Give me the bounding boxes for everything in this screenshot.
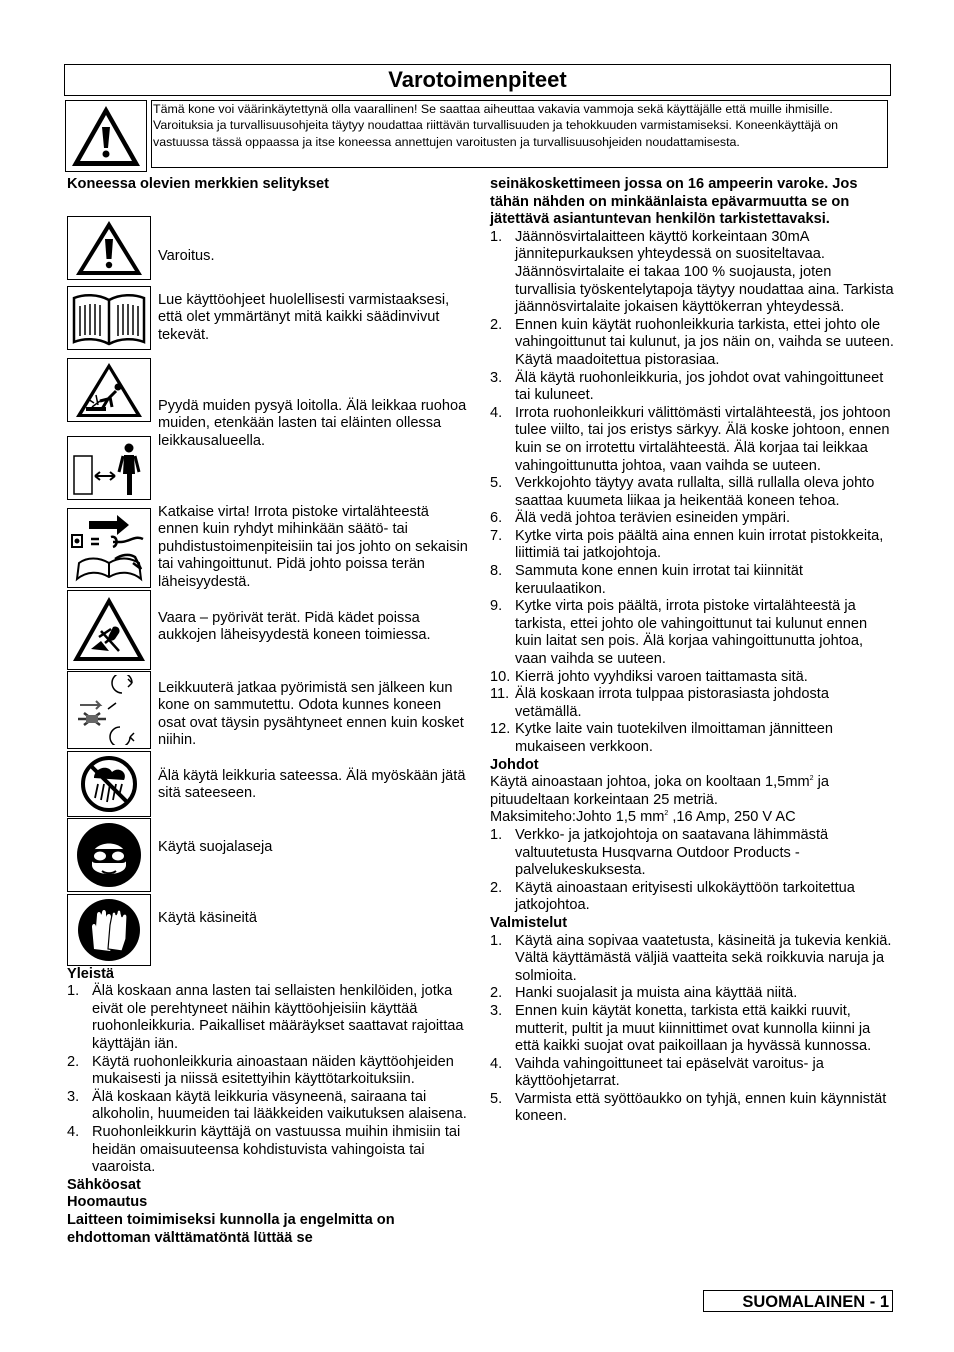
warning-triangle-icon	[74, 219, 144, 277]
safety-goggles-icon	[74, 821, 144, 889]
no-rain-icon	[78, 754, 140, 814]
cords-heading: Johdot	[490, 756, 539, 773]
general-list	[67, 983, 472, 1177]
warning-triangle-icon	[69, 103, 143, 169]
list-item: 2. Käytä ainoastaan erityisesti ulkokäyttöön tarkoitettua jatkojohtoa.	[490, 879, 855, 914]
list-item: 2. Hanki suojalasit ja muista aina käyttää niitä.	[490, 985, 798, 1002]
note-text-left: Laitteen toimimiseksi kunnolla ja engelmitta on ehdottoman välttämatöntä lüttää se	[67, 1211, 395, 1246]
list-item: 11. Älä koskaan irrota tulppaa pistorasiasta johdosta vetämällä.	[490, 686, 829, 720]
page-footer: SUOMALAINEN - 1	[703, 1290, 893, 1312]
electrical-heading: Sähköosat	[67, 1176, 141, 1193]
list-item: 9. Kytke virta pois päältä, irrota pistoke virtalähteestä ja tarkista, ettei johto ole vahingoittunut tai kulunut ennen kuin laitat sen pois. Älä korjaa vahingoittunutta johtoa, vaan vaihda se uuteen.	[490, 598, 868, 668]
symbol-gloves	[67, 894, 151, 966]
right-column	[490, 176, 895, 1126]
symbol-blade-coasting	[67, 671, 151, 749]
list-item: 1. Älä koskaan anna lasten tai sellaisten henkilöiden, jotka eivät ole perehtyneet näihin käyttöohjeisiin käyttää ruohonleikkuria. Paikalliset määräykset saattavat rajoittaa käyttäjän iän.	[67, 983, 464, 1052]
symbol-thrown-objects	[67, 358, 151, 422]
list-item: 5. Verkkojohto täytyy avata rullalta, sillä rullalla oleva johto saattaa kuumeta liikaa ja heikentää koneen tehoa.	[490, 475, 875, 509]
manual-book-icon	[70, 290, 148, 346]
list-item: 1. Jäännösvirtalaitteen käyttö korkeintaan 30mA jännitepurkauksen yhteydessä on suositeltavaa. Jäännösvirtalaite ei takaa 100 % suojausta, joten turvallisia työskentelytapoja täytyy noudattaa aina. Tarkista jäännösvirtalaite jokaisen käyttökerran yhteydessä.	[490, 228, 894, 316]
symbol-safety-goggles-text: Käytä suojalaseja	[158, 838, 273, 855]
thrown-objects-icon	[74, 361, 144, 419]
list-item: 1. Verkko- ja jatkojohtoja on saatavana lähimmästä valtuutetusta Husqvarna Outdoor Products -palvelukeskuksesta.	[490, 826, 829, 879]
prep-list	[490, 933, 895, 1127]
gloves-icon	[74, 897, 144, 963]
cords-list	[490, 827, 895, 915]
symbol-disconnect-power-text: Katkaise virta! Irrota pistoke virtalähteestä ennen kuin ryhdyt mihinkään säätö- tai puhdistustoimenpiteisiin tai jos johto on sekaisin tai vahingoittunut. Pidä johto poissa terän läheisyydestä.	[158, 503, 468, 590]
left-column	[67, 176, 472, 1247]
list-item: 2. Käytä ruohonleikkuria ainoastaan näiden käyttöohjeiden mukaisesti ja niissä esitettyihin käyttötarkoituksiin.	[67, 1053, 454, 1088]
rotating-blades-icon	[71, 595, 147, 665]
list-item: 1. Käytä aina sopivaa vaatetusta, käsineitä ja tukevia kenkiä. Vältä käyttämästä väljiä vaatteita sekä roikkuvia naruja ja solmioita.	[490, 932, 892, 984]
note-heading: Hoomautus	[67, 1194, 148, 1211]
symbol-keep-distance-text: Pyydä muiden pysyä loitolla. Älä leikkaa ruohoa muiden, etenkään lasten tai eläinten ollessa leikkausalueella.	[158, 397, 467, 449]
symbol-safety-goggles	[67, 818, 151, 892]
symbol-no-rain-text: Älä käytä leikkuria sateessa. Älä myöskään jätä sitä sateeseen.	[158, 767, 466, 802]
symbol-warning	[67, 216, 151, 280]
symbol-rotating-blades	[67, 590, 151, 670]
list-item: 3. Älä koskaan käytä leikkuria väsyneenä, sairaana tai alkoholin, huumeiden tai lääkkeiden vaikutuksen alaisena.	[67, 1088, 467, 1123]
warning-banner-text: Tämä kone voi väärinkäytettynä olla vaarallinen! Se saattaa aiheuttaa vakavia vammoja sekä käyttäjälle että muille ihmisille. Varoituksia ja turvallisuusohjeita täytyy noudattaa riittävän turvallisuuden ja tehokkuuden varmistamiseksi. Koneenkäyttäjä on vastuussa tässä oppaassa ja itse koneessa annettujen varoitusten ja turvallisuusohjeiden noudattamisesta.	[151, 100, 888, 168]
list-item: 4. Irrota ruohonleikkuri välittömästi virtalähteestä, jos johtoon tulee viilto, tai jos eristys särkyy. Älä koske johtoon, ennen kuin se on irrotettu virtalähteestä. Älä korjaa tai leikkaa vahingoittunutta johtoa, vaan vaihda se uuteen.	[490, 404, 891, 474]
electrical-list	[490, 229, 895, 757]
list-item: 8. Sammuta kone ennen kuin irrotat tai kiinnität keruulaatikon.	[490, 563, 803, 597]
symbol-no-rain	[67, 751, 151, 817]
symbol-blade-coasting-text: Leikkuuterä jatkaa pyörimistä sen jälkeen kun kone on sammutettu. Odota kunnes koneen osat ovat täysin pysähtyneet ennen kuin kosket niihin.	[158, 679, 464, 749]
list-item: 4. Ruohonleikkurin käyttäjä on vastuussa muihin ihmisiin tai heidän omaisuuteensa kohdistuvista vahingoista tai vaaroista.	[67, 1123, 461, 1176]
keep-distance-icon	[69, 438, 149, 498]
symbol-gloves-text: Käytä käsineitä	[158, 909, 257, 926]
list-item: 12. Kytke laite vain tuotekilven ilmoittaman jännitteen mukaiseen verkkoon.	[490, 721, 833, 755]
symbol-disconnect-power	[67, 508, 151, 588]
prep-heading: Valmistelut	[490, 914, 568, 931]
list-item: 3. Ennen kuin käytät konetta, tarkista että kaikki ruuvit, mutterit, pultit ja muut kiinnittimet ovat kunnolla kiinni ja että kaikki suojat ovat paikoillaan ja hyvässä kunnossa.	[490, 1002, 872, 1055]
list-item: 6. Älä vedä johtoa terävien esineiden ympäri.	[490, 510, 791, 527]
list-item: 4. Vaihda vahingoittuneet tai epäselvät varoitus- ja käyttöohjetarrat.	[490, 1055, 824, 1090]
list-item: 10. Kierrä johto vyyhdiksi varoen taittamasta sitä.	[490, 668, 808, 685]
symbol-rotating-blades-text: Vaara – pyörivät terät. Pidä kädet poissa aukkojen läheisyydestä koneen toimiessa.	[158, 609, 431, 644]
cords-text: Käytä ainoastaan johtoa, joka on kooltaan $1,5mm^2$ ja pituudeltaan korkeintaan 25 metriä. Maksimiteho:Johto 1,5 $mm^2$ ,16 Amp, 250 V AC	[490, 774, 829, 826]
disconnect-power-icon	[69, 511, 149, 585]
list-item: 5. Varmista että syöttöaukko on tyhjä, ennen kuin käynnistät koneen.	[490, 1090, 887, 1125]
symbols-list	[67, 194, 472, 966]
symbol-warning-text: Varoitus.	[158, 247, 215, 264]
symbol-manual-text: Lue käyttöohjeet huolellisesti varmistaaksesi, että olet ymmärtänyt mitä kaikki säädinvivut tekevät.	[158, 291, 450, 343]
note-text-right: seinäkoskettimeen jossa on 16 ampeerin varoke. Jos tähän nähden on minkäänlaista epävarmuutta se on jätettävä asiantuntevan henkilön tarkistettavaksi.	[490, 176, 858, 228]
blade-coasting-icon	[70, 675, 148, 745]
warning-banner-icon-box	[65, 100, 147, 172]
symbol-keep-distance	[67, 436, 151, 500]
page-title: Varotoimenpiteet	[64, 64, 891, 96]
general-heading: Yleistä	[67, 965, 115, 982]
symbol-manual	[67, 286, 151, 350]
symbols-heading: Koneessa olevien merkkien selitykset	[67, 176, 330, 192]
list-item: 3. Älä käytä ruohonleikkuria, jos johdot ovat vahingoittuneet tai kuluneet.	[490, 369, 884, 404]
list-item: 7. Kytke virta pois päältä aina ennen kuin irrotat pistokkeita, liittimiä tai jatkojohtoja.	[490, 527, 884, 562]
list-item: 2. Ennen kuin käytät ruohonleikkuria tarkista, ettei johto ole vahingoittunut tai kulunut, ja jos näin on, vaihda se uuteen. Käytä maadoitettua pistorasiaa.	[490, 316, 894, 368]
